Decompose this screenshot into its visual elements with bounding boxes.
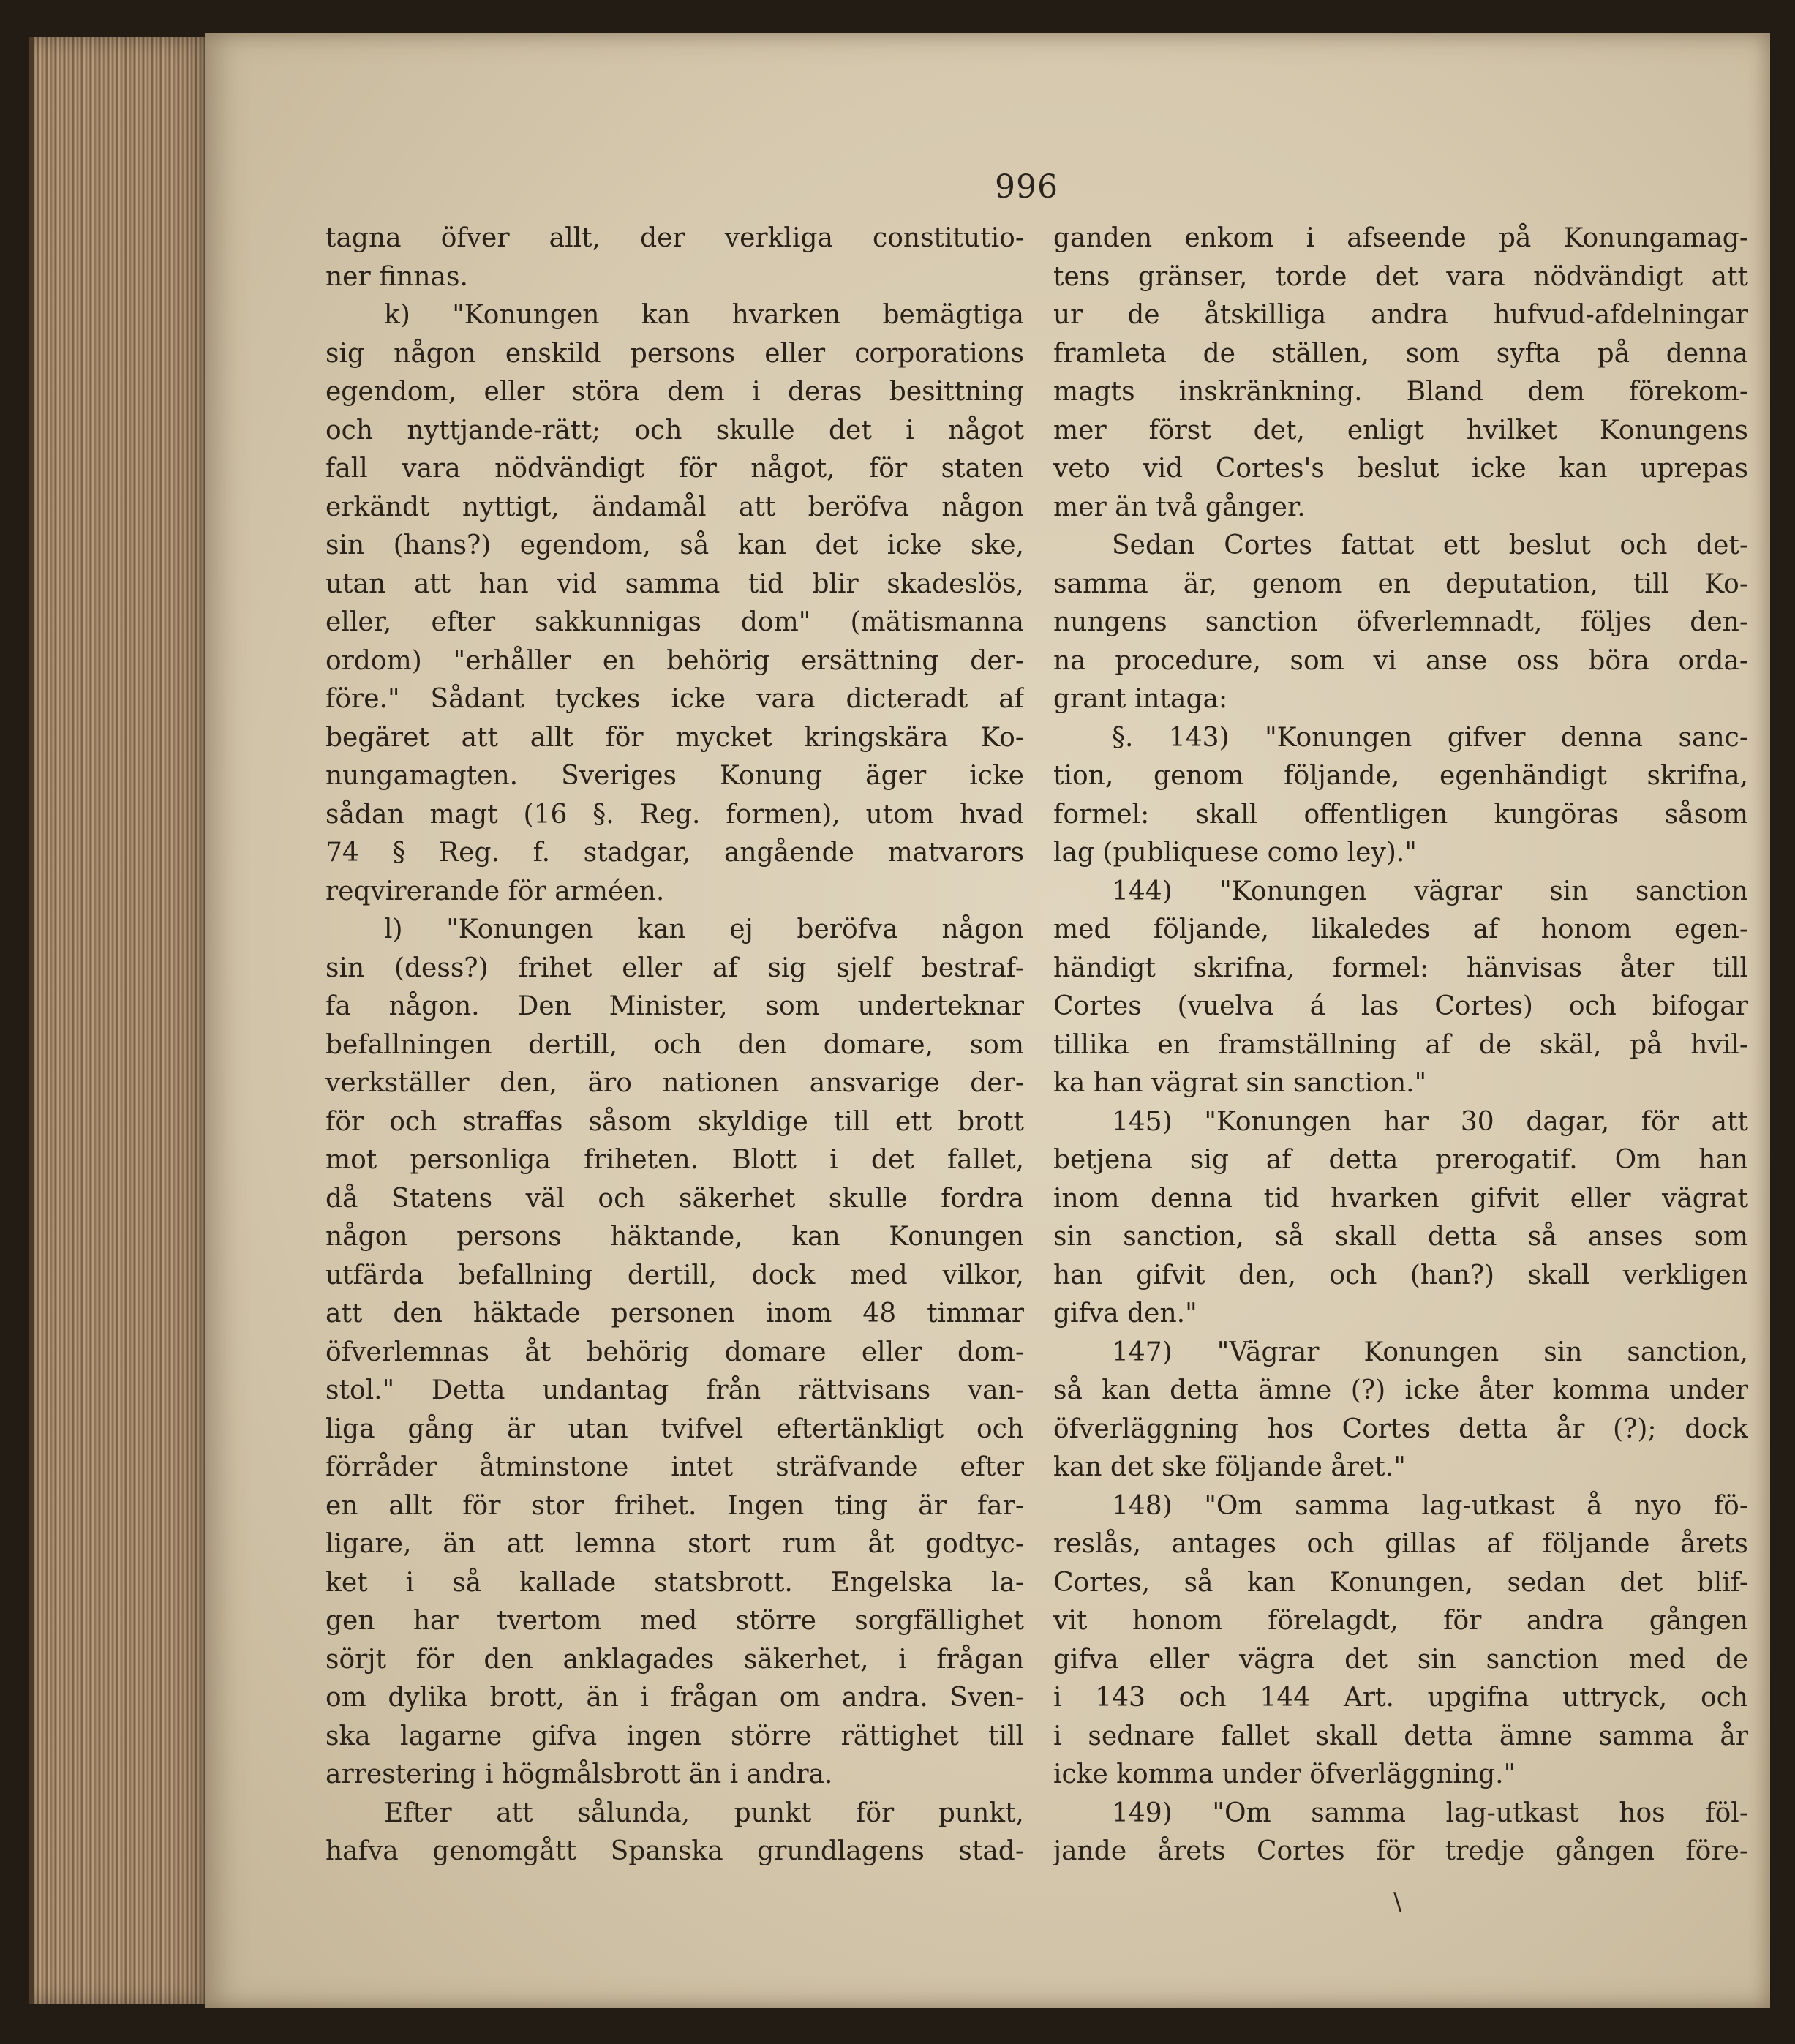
text-line: om dylika brott, än i frågan om andra. Sven- (325, 1683, 1024, 1713)
text-line: då Statens väl och säkerhet skulle fordra (325, 1183, 1024, 1214)
text-line: egendom, eller störa dem i deras besittning (325, 377, 1024, 407)
text-line: 145) "Konungen har 30 dagar, för att (1112, 1106, 1748, 1137)
text-line: gifva eller vägra det sin sanction med de (1053, 1644, 1748, 1675)
text-line: gifva den." (1053, 1299, 1197, 1329)
text-line: tion, genom följande, egenhändigt skrifna, (1053, 761, 1748, 791)
text-line: 149) "Om samma lag-utkast hos föl- (1112, 1797, 1748, 1828)
text-line: nungamagten. Sveriges Konung äger icke (325, 761, 1024, 791)
text-line: reqvirerande för arméen. (325, 876, 665, 906)
text-line: utan att han vid samma tid blir skadeslös, (325, 568, 1024, 599)
text-line: inom denna tid hvarken gifvit eller vägrat (1053, 1183, 1748, 1214)
text-line: tillika en framställning af de skäl, på hvil- (1053, 1029, 1748, 1060)
text-line: gen har tvertom med större sorgfällighet (325, 1606, 1024, 1636)
text-line: reslås, antages och gillas af följande årets (1053, 1529, 1748, 1559)
text-line: sin (hans?) egendom, så kan det icke ske, (325, 530, 1024, 560)
text-line: med följande, likaledes af honom egen- (1053, 914, 1748, 944)
text-line: magts inskränkning. Bland dem förekom- (1053, 377, 1748, 407)
text-line: öfverläggning hos Cortes detta år (?); dock (1053, 1413, 1748, 1444)
book-page-edges (29, 37, 217, 2004)
text-line: formel: skall offentligen kungöras såsom (1053, 799, 1748, 830)
text-line: l) "Konungen kan ej beröfva någon (384, 914, 1024, 944)
text-line: sin sanction, så skall detta så anses som (1053, 1222, 1748, 1252)
text-line: en allt för stor frihet. Ingen ting är far- (325, 1490, 1024, 1521)
text-line: grant intaga: (1053, 684, 1228, 714)
text-line: vit honom förelagdt, för andra gången (1053, 1606, 1748, 1636)
text-line: framleta de ställen, som syfta på denna (1053, 338, 1748, 369)
text-line: så kan detta ämne (?) icke åter komma under (1053, 1375, 1748, 1405)
text-line: samma är, genom en deputation, till Ko- (1053, 568, 1748, 599)
text-line: ur de åtskilliga andra hufvud-afdelningar (1053, 300, 1748, 330)
text-line: ner finnas. (325, 261, 468, 292)
text-line: sådan magt (16 §. Reg. formen), utom hvad (325, 799, 1024, 830)
text-line: 144) "Konungen vägrar sin sanction (1112, 876, 1748, 906)
text-line: fa någon. Den Minister, som underteknar (325, 991, 1024, 1021)
text-line: liga gång är utan tvifvel eftertänkligt och (325, 1413, 1024, 1444)
text-line: sin (dess?) frihet eller af sig sjelf bestraf- (325, 953, 1024, 983)
text-line: veto vid Cortes's beslut icke kan uprepas (1053, 454, 1748, 484)
text-line: mer först det, enligt hvilket Konungens (1053, 415, 1748, 446)
text-line: någon persons häktande, kan Konungen (325, 1222, 1024, 1252)
text-line: stol." Detta undantag från rättvisans van- (325, 1375, 1024, 1405)
text-line: jande årets Cortes för tredje gången före- (1053, 1836, 1748, 1866)
text-line: 147) "Vägrar Konungen sin sanction, (1112, 1337, 1748, 1367)
text-line: 148) "Om samma lag-utkast å nyo fö- (1112, 1490, 1748, 1521)
text-line: lag (publiquese como ley)." (1053, 838, 1417, 868)
text-line: ka han vägrat sin sanction." (1053, 1068, 1427, 1098)
text-line: att den häktade personen inom 48 timmar (325, 1299, 1024, 1329)
text-line: befallningen dertill, och den domare, som (325, 1029, 1024, 1060)
text-line: eller, efter sakkunnigas dom" (mätismanna (325, 607, 1024, 637)
text-line: ordom) "erhåller en behörig ersättning der- (325, 645, 1024, 676)
text-line: för och straffas såsom skyldige till ett brott (325, 1106, 1024, 1137)
text-line: hafva genomgått Spanska grundlagens stad- (325, 1836, 1024, 1866)
text-line: betjena sig af detta prerogatif. Om han (1053, 1145, 1748, 1175)
text-line: icke komma under öfverläggning." (1053, 1759, 1516, 1789)
text-line: sig någon enskild persons eller corporations (325, 338, 1024, 369)
text-line: Cortes (vuelva á las Cortes) och bifogar (1053, 991, 1748, 1021)
text-line: verkställer den, äro nationen ansvarige der- (325, 1068, 1024, 1098)
text-line: han gifvit den, och (han?) skall verkligen (1053, 1260, 1748, 1290)
text-line: Cortes, så kan Konungen, sedan det blif- (1053, 1567, 1748, 1598)
text-line: kan det ske följande året." (1053, 1452, 1406, 1482)
text-line: i sednare fallet skall detta ämne samma år (1053, 1721, 1748, 1751)
text-line: begäret att allt för mycket kringskära Ko- (325, 722, 1024, 753)
page-number: 996 (995, 168, 1058, 206)
text-line: §. 143) "Konungen gifver denna sanc- (1112, 722, 1748, 753)
text-line: tens gränser, torde det vara nödvändigt att (1053, 261, 1748, 292)
text-line: i 143 och 144 Art. upgifna uttryck, och (1053, 1683, 1748, 1713)
text-line: na procedure, som vi anse oss böra orda- (1053, 645, 1748, 676)
text-line: 74 § Reg. f. stadgar, angående matvarors (325, 838, 1024, 868)
text-line: arrestering i högmålsbrott än i andra. (325, 1759, 833, 1789)
text-line: ganden enkom i afseende på Konungamag- (1053, 223, 1748, 253)
catchword-mark: \ (1393, 1887, 1402, 1917)
text-line: sörjt för den anklagades säkerhet, i frågan (325, 1644, 1024, 1675)
text-line: mer än två gånger. (1053, 492, 1306, 522)
text-line: ket i så kallade statsbrott. Engelska la- (325, 1567, 1024, 1598)
text-line: ligare, än att lemna stort rum åt godtyc- (325, 1529, 1024, 1559)
right-text-column (1053, 219, 1748, 1871)
text-line: mot personliga friheten. Blott i det fallet, (325, 1145, 1024, 1175)
text-line: före." Sådant tyckes icke vara dicteradt af (325, 684, 1024, 714)
text-line: utfärda befallning dertill, dock med vilkor, (325, 1260, 1024, 1290)
text-line: erkändt nyttigt, ändamål att beröfva någon (325, 492, 1024, 522)
text-line: Sedan Cortes fattat ett beslut och det- (1112, 530, 1748, 560)
text-line: förråder åtminstone intet sträfvande efter (325, 1452, 1024, 1482)
text-line: och nyttjande-rätt; och skulle det i något (325, 415, 1024, 446)
text-line: händigt skrifna, formel: hänvisas åter till (1053, 953, 1748, 983)
text-line: nungens sanction öfverlemnadt, följes den- (1053, 607, 1748, 637)
text-line: öfverlemnas åt behörig domare eller dom- (325, 1337, 1024, 1367)
text-line: Efter att sålunda, punkt för punkt, (384, 1797, 1024, 1828)
left-text-column (325, 219, 1024, 1871)
text-line: tagna öfver allt, der verkliga constitutio- (325, 223, 1024, 253)
text-line: ska lagarne gifva ingen större rättighet till (325, 1721, 1024, 1751)
text-line: k) "Konungen kan hvarken bemägtiga (384, 300, 1024, 330)
text-line: fall vara nödvändigt för något, för staten (325, 454, 1024, 484)
